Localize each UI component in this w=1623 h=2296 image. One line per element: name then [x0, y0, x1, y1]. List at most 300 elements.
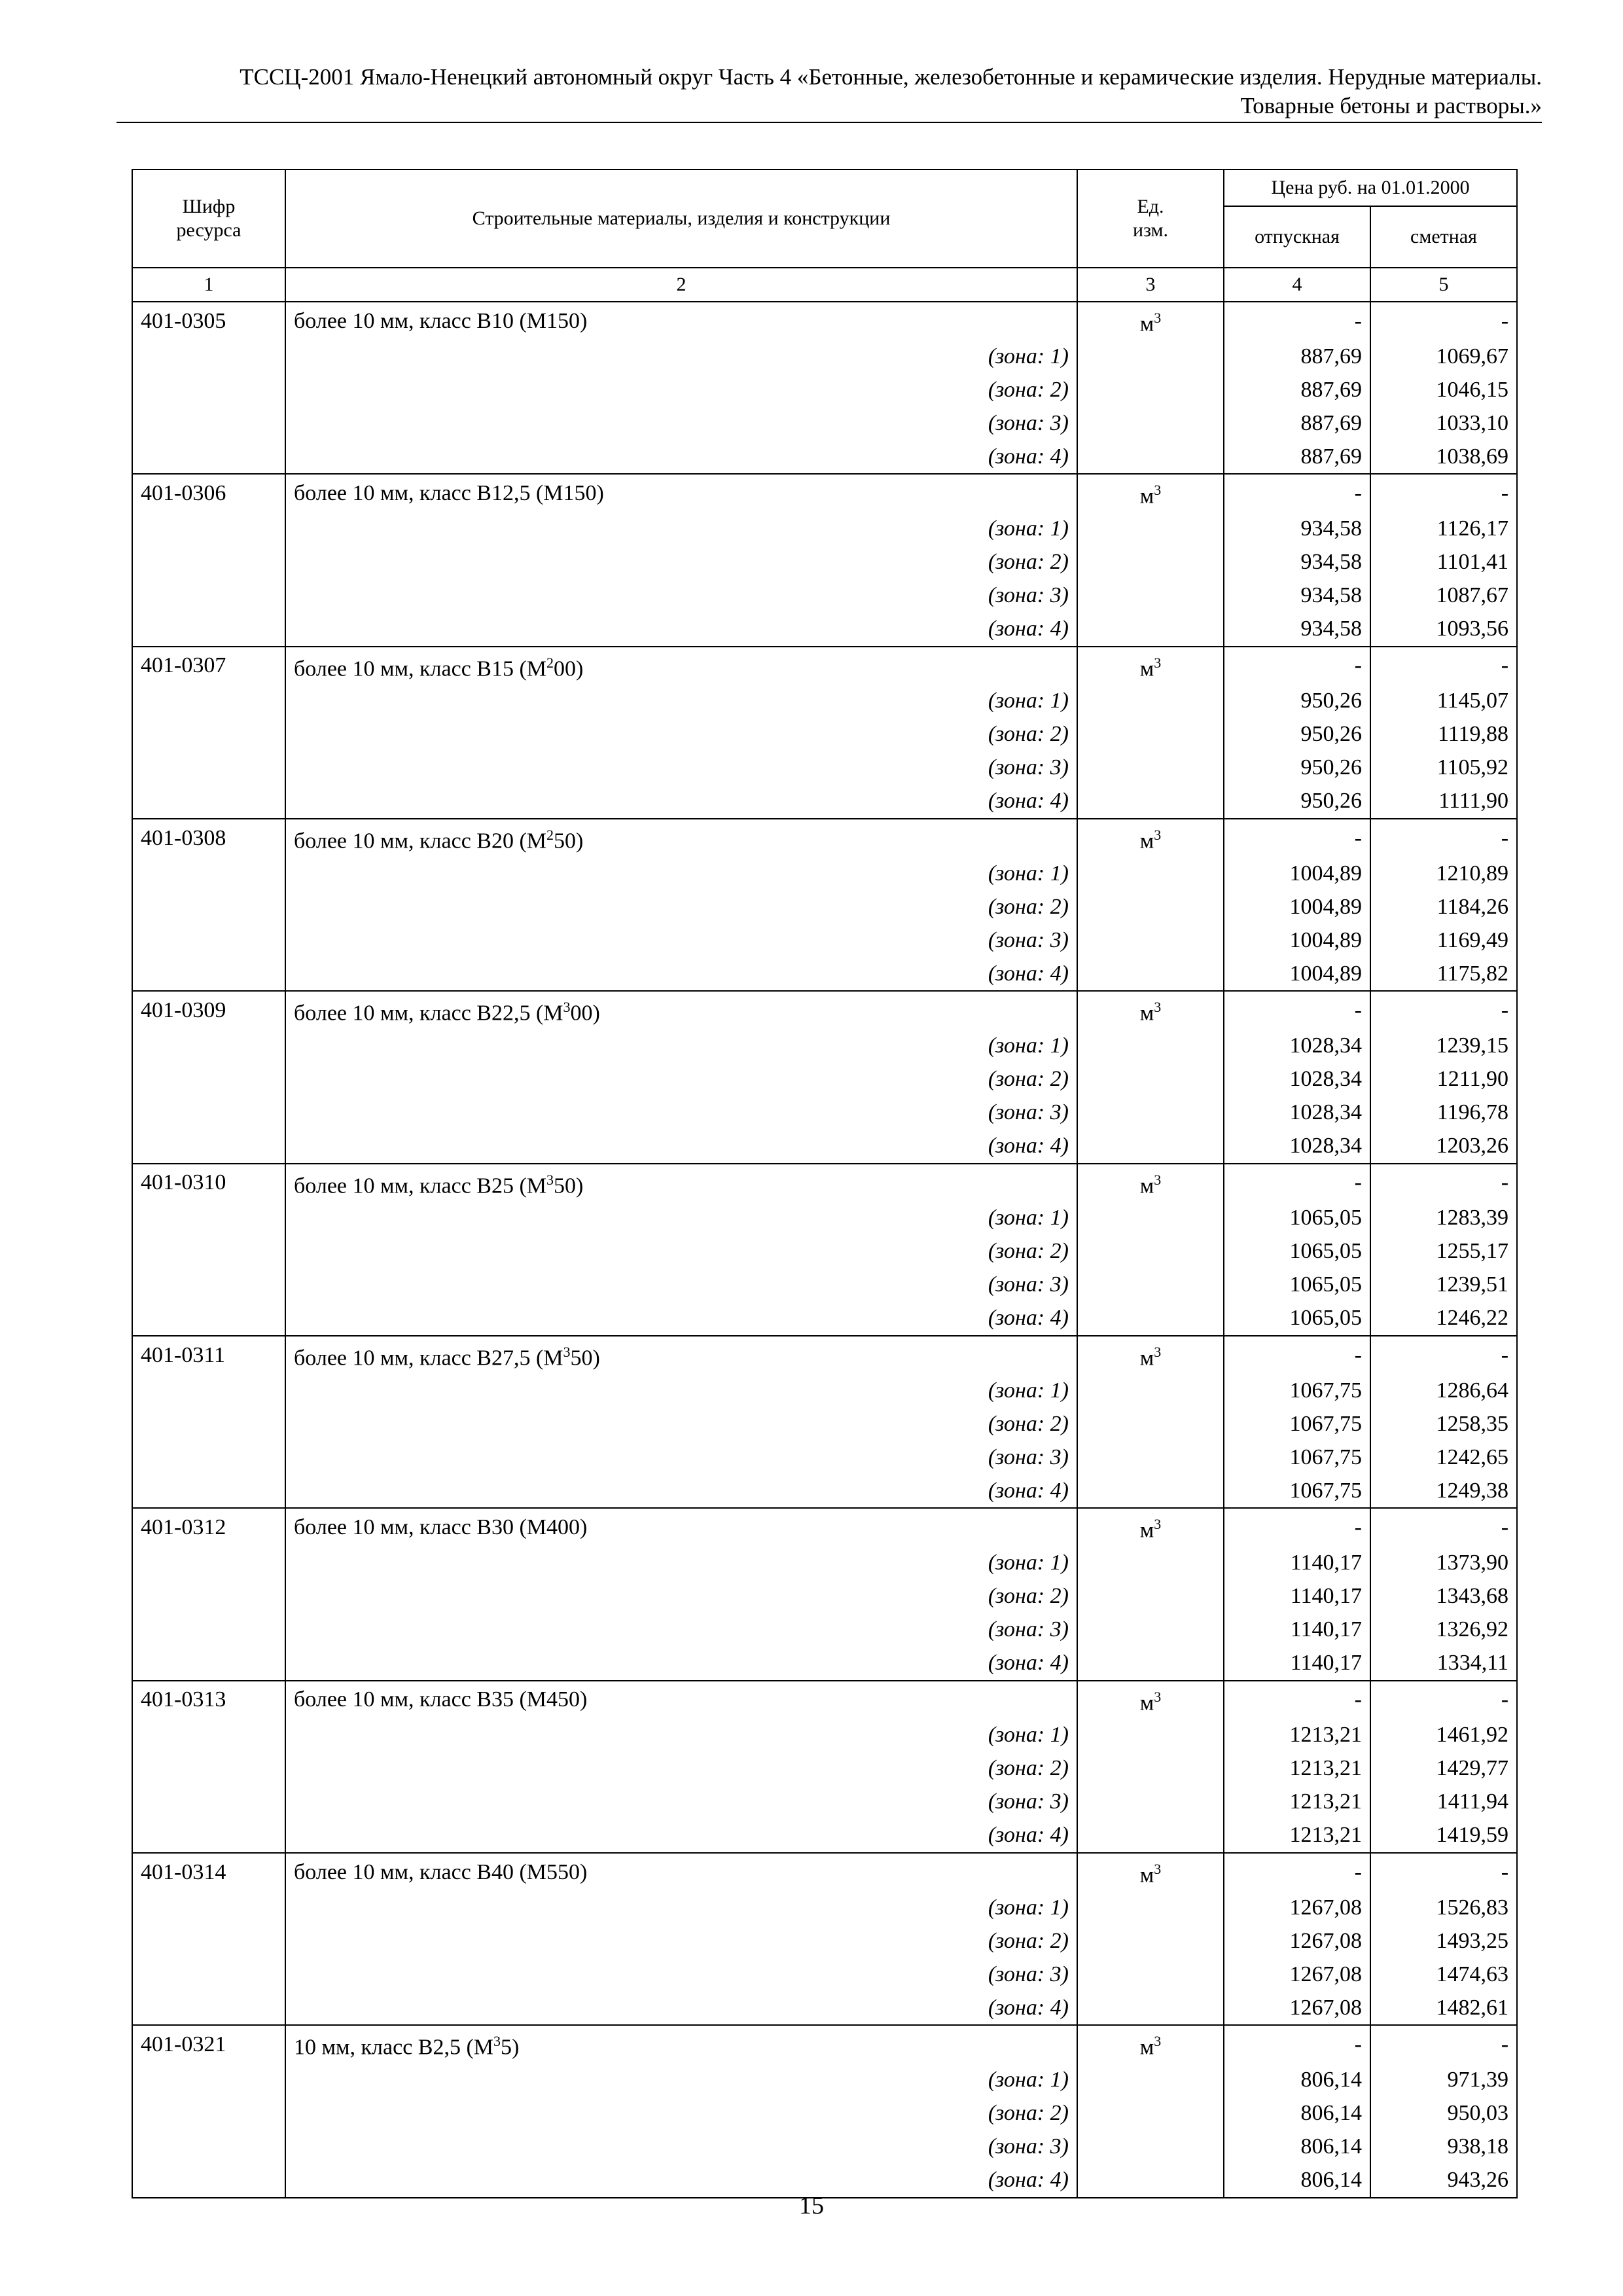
price-estimate: 943,26: [1370, 2164, 1517, 2198]
empty-cell: [132, 1991, 285, 2025]
empty-cell: [132, 1580, 285, 1613]
price-release: -: [1224, 647, 1370, 685]
resource-name-text: более 10 мм, класс B20 (M: [294, 829, 547, 853]
resource-name-sup: 3: [563, 1343, 571, 1360]
zone-label: (зона: 1): [285, 2064, 1077, 2097]
price-release: 1004,89: [1224, 924, 1370, 957]
zone-label: (зона: 2): [285, 1063, 1077, 1096]
empty-cell: [132, 1030, 285, 1063]
resource-group: [132, 1681, 1517, 1853]
zone-label: (зона: 1): [285, 685, 1077, 718]
price-release: 1067,75: [1224, 1441, 1370, 1474]
empty-cell: [1077, 957, 1224, 991]
resource-group: [132, 991, 1517, 1163]
table-row: [132, 474, 1517, 512]
price-release: 1267,08: [1224, 1991, 1370, 2025]
price-estimate: -: [1370, 991, 1517, 1029]
unit-text: м: [1139, 484, 1154, 509]
empty-cell: [1077, 2097, 1224, 2130]
col-number: 1: [132, 268, 285, 302]
resource-name-tail: 50): [570, 1346, 600, 1371]
zone-label: (зона: 4): [285, 613, 1077, 647]
resource-name: [285, 302, 1077, 340]
resource-name-text: более 10 мм, класс B12,5 (M150): [294, 480, 604, 505]
zone-row: [132, 440, 1517, 474]
zone-label: (зона: 3): [285, 1441, 1077, 1474]
empty-cell: [132, 340, 285, 373]
unit-text: м: [1139, 1518, 1154, 1543]
resource-name: [285, 1508, 1077, 1546]
price-estimate: 1246,22: [1370, 1302, 1517, 1336]
price-estimate: 1239,15: [1370, 1030, 1517, 1063]
empty-cell: [132, 512, 285, 546]
zone-row: [132, 1580, 1517, 1613]
resource-name-text: более 10 мм, класс B10 (M150): [294, 308, 588, 333]
unit-cell: [1077, 1508, 1224, 1546]
zone-label: (зона: 3): [285, 1096, 1077, 1130]
zone-row: [132, 924, 1517, 957]
empty-cell: [132, 1547, 285, 1580]
zone-row: [132, 406, 1517, 440]
zone-row: [132, 785, 1517, 819]
resource-group: [132, 819, 1517, 991]
price-estimate: 1411,94: [1370, 1785, 1517, 1819]
resource-name-tail: 5): [501, 2035, 520, 2060]
empty-cell: [1077, 1407, 1224, 1441]
price-estimate: 1258,35: [1370, 1407, 1517, 1441]
zone-row: [132, 1719, 1517, 1752]
unit-sup: 3: [1154, 1343, 1162, 1360]
empty-cell: [1077, 1474, 1224, 1508]
zone-row: [132, 1235, 1517, 1268]
price-release: -: [1224, 819, 1370, 857]
zone-label: (зона: 3): [285, 406, 1077, 440]
price-release: 934,58: [1224, 512, 1370, 546]
unit-cell: [1077, 2025, 1224, 2063]
empty-cell: [132, 613, 285, 647]
price-estimate: 1461,92: [1370, 1719, 1517, 1752]
unit-sup: 3: [1154, 826, 1162, 843]
price-release: 1028,34: [1224, 1130, 1370, 1164]
price-release: 806,14: [1224, 2164, 1370, 2198]
empty-cell: [1077, 340, 1224, 373]
empty-cell: [1077, 1819, 1224, 1853]
resource-code: 401-0312: [132, 1508, 285, 1546]
price-release: 806,14: [1224, 2064, 1370, 2097]
price-release: 1213,21: [1224, 1719, 1370, 1752]
empty-cell: [1077, 685, 1224, 718]
resource-name-text: более 10 мм, класс B30 (M400): [294, 1515, 588, 1539]
price-estimate: 1105,92: [1370, 751, 1517, 785]
resource-group: [132, 1853, 1517, 2025]
price-release: -: [1224, 1164, 1370, 1202]
zone-label: (зона: 2): [285, 1924, 1077, 1958]
resource-name: [285, 1336, 1077, 1374]
table-row: [132, 1336, 1517, 1374]
zone-row: [132, 1407, 1517, 1441]
price-release: -: [1224, 2025, 1370, 2063]
zone-row: [132, 373, 1517, 406]
empty-cell: [132, 1958, 285, 1991]
empty-cell: [132, 1235, 285, 1268]
price-release: 1065,05: [1224, 1235, 1370, 1268]
resource-name-sup: 3: [563, 999, 571, 1016]
empty-cell: [132, 1063, 285, 1096]
price-release: 1004,89: [1224, 890, 1370, 924]
zone-label: (зона: 1): [285, 512, 1077, 546]
empty-cell: [1077, 2130, 1224, 2164]
unit-sup: 3: [1154, 310, 1162, 326]
unit-sup: 3: [1154, 2033, 1162, 2050]
zone-label: (зона: 2): [285, 718, 1077, 751]
price-estimate: 1203,26: [1370, 1130, 1517, 1164]
price-estimate: -: [1370, 647, 1517, 685]
price-release: 1004,89: [1224, 857, 1370, 890]
price-release: -: [1224, 1336, 1370, 1374]
zone-label: (зона: 1): [285, 1202, 1077, 1235]
price-estimate: 1283,39: [1370, 1202, 1517, 1235]
zone-row: [132, 546, 1517, 579]
empty-cell: [132, 1647, 285, 1681]
empty-cell: [132, 1130, 285, 1164]
price-estimate: 1334,11: [1370, 1647, 1517, 1681]
table-row: [132, 2025, 1517, 2063]
price-estimate: 1286,64: [1370, 1374, 1517, 1407]
col-header-price-estimate: сметная: [1370, 206, 1517, 268]
table-row: [132, 302, 1517, 340]
price-estimate: 1069,67: [1370, 340, 1517, 373]
header-line-2: Товарные бетоны и растворы.»: [1240, 93, 1542, 118]
zone-label: (зона: 3): [285, 751, 1077, 785]
resource-name-sup: 2: [546, 654, 554, 671]
unit-text: м: [1139, 1346, 1154, 1371]
zone-row: [132, 512, 1517, 546]
resource-name: [285, 1853, 1077, 1891]
resource-name: [285, 819, 1077, 857]
resource-name-tail: 50): [554, 1173, 584, 1198]
price-estimate: 971,39: [1370, 2064, 1517, 2097]
price-estimate: 1419,59: [1370, 1819, 1517, 1853]
empty-cell: [132, 1924, 285, 1958]
zone-row: [132, 1958, 1517, 1991]
empty-cell: [1077, 1547, 1224, 1580]
empty-cell: [1077, 890, 1224, 924]
col-header-price-release: отпускная: [1224, 206, 1370, 268]
price-estimate: 1242,65: [1370, 1441, 1517, 1474]
unit-cell: [1077, 474, 1224, 512]
price-estimate: 1429,77: [1370, 1752, 1517, 1785]
price-release: 1267,08: [1224, 1891, 1370, 1924]
price-release: 1067,75: [1224, 1474, 1370, 1508]
price-release: -: [1224, 474, 1370, 512]
zone-row: [132, 1130, 1517, 1164]
col-number: 4: [1224, 268, 1370, 302]
zone-row: [132, 1891, 1517, 1924]
price-estimate: -: [1370, 819, 1517, 857]
price-estimate: 1119,88: [1370, 718, 1517, 751]
zone-label: (зона: 1): [285, 1719, 1077, 1752]
price-release: 1140,17: [1224, 1613, 1370, 1647]
empty-cell: [1077, 1030, 1224, 1063]
resource-name: [285, 991, 1077, 1029]
unit-text: м: [1139, 2035, 1154, 2060]
zone-label: (зона: 2): [285, 2097, 1077, 2130]
price-estimate: 1474,63: [1370, 1958, 1517, 1991]
price-table: [132, 169, 1518, 2198]
zone-row: [132, 1441, 1517, 1474]
price-estimate: 1482,61: [1370, 1991, 1517, 2025]
col-header-code: Шифр ресурса: [132, 170, 285, 268]
empty-cell: [132, 718, 285, 751]
unit-text: м: [1139, 1173, 1154, 1198]
price-estimate: 1126,17: [1370, 512, 1517, 546]
zone-row: [132, 1202, 1517, 1235]
zone-label: (зона: 2): [285, 890, 1077, 924]
resource-name-text: более 10 мм, класс B27,5 (M: [294, 1346, 563, 1371]
resource-name-sup: 3: [546, 1171, 554, 1188]
empty-cell: [132, 1719, 285, 1752]
resource-code: 401-0313: [132, 1681, 285, 1719]
price-release: -: [1224, 1853, 1370, 1891]
price-estimate: 1343,68: [1370, 1580, 1517, 1613]
col-number: 3: [1077, 268, 1224, 302]
unit-sup: 3: [1154, 654, 1162, 671]
price-estimate: 1169,49: [1370, 924, 1517, 957]
price-release: 887,69: [1224, 406, 1370, 440]
price-estimate: 1326,92: [1370, 1613, 1517, 1647]
price-estimate: 1184,26: [1370, 890, 1517, 924]
table-row: [132, 1853, 1517, 1891]
price-release: 1213,21: [1224, 1785, 1370, 1819]
zone-row: [132, 1096, 1517, 1130]
unit-cell: [1077, 991, 1224, 1029]
zone-row: [132, 718, 1517, 751]
price-release: 1065,05: [1224, 1268, 1370, 1302]
zone-row: [132, 857, 1517, 890]
resource-code: 401-0307: [132, 647, 285, 685]
zone-row: [132, 1063, 1517, 1096]
price-release: 1213,21: [1224, 1819, 1370, 1853]
col-number: 2: [285, 268, 1077, 302]
empty-cell: [132, 1785, 285, 1819]
price-estimate: 1210,89: [1370, 857, 1517, 890]
zone-label: (зона: 3): [285, 1958, 1077, 1991]
price-estimate: 1526,83: [1370, 1891, 1517, 1924]
price-release: -: [1224, 1508, 1370, 1546]
header-rule: [116, 122, 1542, 123]
zone-row: [132, 2130, 1517, 2164]
price-release: 1004,89: [1224, 957, 1370, 991]
empty-cell: [1077, 1719, 1224, 1752]
zone-row: [132, 579, 1517, 613]
page-number: 15: [799, 2192, 824, 2219]
empty-cell: [1077, 1235, 1224, 1268]
unit-cell: [1077, 1853, 1224, 1891]
price-release: 1213,21: [1224, 1752, 1370, 1785]
empty-cell: [1077, 785, 1224, 819]
price-release: 1067,75: [1224, 1374, 1370, 1407]
price-release: 950,26: [1224, 785, 1370, 819]
price-estimate: 1493,25: [1370, 1924, 1517, 1958]
zone-label: (зона: 4): [285, 785, 1077, 819]
zone-label: (зона: 2): [285, 373, 1077, 406]
resource-name-tail: 50): [554, 829, 584, 853]
price-estimate: 1033,10: [1370, 406, 1517, 440]
empty-cell: [1077, 1202, 1224, 1235]
table-row: [132, 1164, 1517, 1202]
table-row: [132, 647, 1517, 685]
price-estimate: 1111,90: [1370, 785, 1517, 819]
price-release: 1028,34: [1224, 1063, 1370, 1096]
resource-code: 401-0311: [132, 1336, 285, 1374]
empty-cell: [132, 957, 285, 991]
price-estimate: 1211,90: [1370, 1063, 1517, 1096]
price-estimate: -: [1370, 1508, 1517, 1546]
zone-label: (зона: 4): [285, 1819, 1077, 1853]
empty-cell: [1077, 579, 1224, 613]
empty-cell: [132, 546, 285, 579]
empty-cell: [1077, 1063, 1224, 1096]
price-release: 1065,05: [1224, 1302, 1370, 1336]
price-estimate: 1175,82: [1370, 957, 1517, 991]
empty-cell: [132, 1613, 285, 1647]
zone-label: (зона: 4): [285, 957, 1077, 991]
price-estimate: 1239,51: [1370, 1268, 1517, 1302]
zone-label: (зона: 2): [285, 546, 1077, 579]
col-number: 5: [1370, 268, 1517, 302]
zone-label: (зона: 1): [285, 340, 1077, 373]
zone-label: (зона: 4): [285, 1647, 1077, 1681]
zone-label: (зона: 1): [285, 1374, 1077, 1407]
resource-name: [285, 1681, 1077, 1719]
zone-label: (зона: 4): [285, 1130, 1077, 1164]
zone-row: [132, 1785, 1517, 1819]
zone-row: [132, 340, 1517, 373]
empty-cell: [132, 1374, 285, 1407]
empty-cell: [132, 1202, 285, 1235]
price-release: 1028,34: [1224, 1096, 1370, 1130]
empty-cell: [132, 1441, 285, 1474]
price-estimate: -: [1370, 302, 1517, 340]
price-estimate: -: [1370, 1853, 1517, 1891]
empty-cell: [1077, 1647, 1224, 1681]
price-release: 950,26: [1224, 751, 1370, 785]
empty-cell: [132, 2130, 285, 2164]
price-estimate: 1145,07: [1370, 685, 1517, 718]
price-release: 1140,17: [1224, 1647, 1370, 1681]
price-release: 950,26: [1224, 718, 1370, 751]
price-estimate: 1255,17: [1370, 1235, 1517, 1268]
price-release: 1067,75: [1224, 1407, 1370, 1441]
zone-row: [132, 2097, 1517, 2130]
empty-cell: [1077, 1891, 1224, 1924]
empty-cell: [132, 1819, 285, 1853]
header-line-1: ТССЦ-2001 Ямало-Ненецкий автономный округ Часть 4 «Бетонные, железобетонные и керамические изделия. Нерудные материалы.: [240, 64, 1542, 90]
empty-cell: [1077, 718, 1224, 751]
resource-code: 401-0306: [132, 474, 285, 512]
unit-sup: 3: [1154, 1516, 1162, 1533]
price-release: 806,14: [1224, 2130, 1370, 2164]
price-estimate: -: [1370, 474, 1517, 512]
empty-cell: [1077, 924, 1224, 957]
price-release: -: [1224, 991, 1370, 1029]
resource-name-text: более 10 мм, класс B25 (M: [294, 1173, 547, 1198]
resource-code: 401-0309: [132, 991, 285, 1029]
empty-cell: [132, 2064, 285, 2097]
unit-sup: 3: [1154, 1860, 1162, 1877]
zone-row: [132, 1268, 1517, 1302]
resource-group: [132, 1508, 1517, 1680]
resource-group: [132, 302, 1517, 474]
price-estimate: 1101,41: [1370, 546, 1517, 579]
resource-name-text: более 10 мм, класс B40 (M550): [294, 1859, 588, 1884]
unit-sup: 3: [1154, 482, 1162, 499]
resource-name-tail: 00): [554, 656, 584, 681]
zone-label: (зона: 1): [285, 1030, 1077, 1063]
price-estimate: -: [1370, 1681, 1517, 1719]
empty-cell: [132, 1474, 285, 1508]
resource-name-text: более 10 мм, класс B35 (M450): [294, 1687, 588, 1712]
zone-row: [132, 1302, 1517, 1336]
unit-text: м: [1139, 312, 1154, 336]
empty-cell: [132, 1096, 285, 1130]
zone-label: (зона: 4): [285, 1474, 1077, 1508]
resource-name: [285, 647, 1077, 685]
price-release: 934,58: [1224, 579, 1370, 613]
zone-label: (зона: 2): [285, 1752, 1077, 1785]
empty-cell: [132, 857, 285, 890]
empty-cell: [132, 1752, 285, 1785]
zone-row: [132, 1474, 1517, 1508]
price-estimate: 1093,56: [1370, 613, 1517, 647]
empty-cell: [1077, 1991, 1224, 2025]
unit-cell: [1077, 302, 1224, 340]
resource-name-text: 10 мм, класс B2,5 (M: [294, 2035, 494, 2060]
price-release: 887,69: [1224, 373, 1370, 406]
unit-cell: [1077, 1336, 1224, 1374]
zone-label: (зона: 2): [285, 1580, 1077, 1613]
price-release: -: [1224, 1681, 1370, 1719]
resource-name-sup: 3: [493, 2033, 501, 2050]
resource-group: [132, 1336, 1517, 1508]
price-estimate: -: [1370, 2025, 1517, 2063]
zone-row: [132, 1752, 1517, 1785]
zone-row: [132, 1547, 1517, 1580]
zone-label: (зона: 3): [285, 579, 1077, 613]
empty-cell: [132, 1302, 285, 1336]
zone-label: (зона: 3): [285, 1613, 1077, 1647]
col-header-price-group: Цена руб. на 01.01.2000: [1224, 170, 1517, 206]
resource-name-tail: 00): [570, 1001, 600, 1026]
empty-cell: [1077, 406, 1224, 440]
resource-name: [285, 474, 1077, 512]
price-release: 1140,17: [1224, 1580, 1370, 1613]
zone-row: [132, 890, 1517, 924]
resource-group: [132, 2025, 1517, 2197]
empty-cell: [1077, 857, 1224, 890]
empty-cell: [132, 579, 285, 613]
price-estimate: 1249,38: [1370, 1474, 1517, 1508]
price-release: 950,26: [1224, 685, 1370, 718]
empty-cell: [1077, 1613, 1224, 1647]
table-row: [132, 819, 1517, 857]
table-row: [132, 1508, 1517, 1546]
empty-cell: [132, 1268, 285, 1302]
unit-sup: 3: [1154, 1171, 1162, 1188]
empty-cell: [1077, 1580, 1224, 1613]
empty-cell: [1077, 1374, 1224, 1407]
zone-row: [132, 1991, 1517, 2025]
